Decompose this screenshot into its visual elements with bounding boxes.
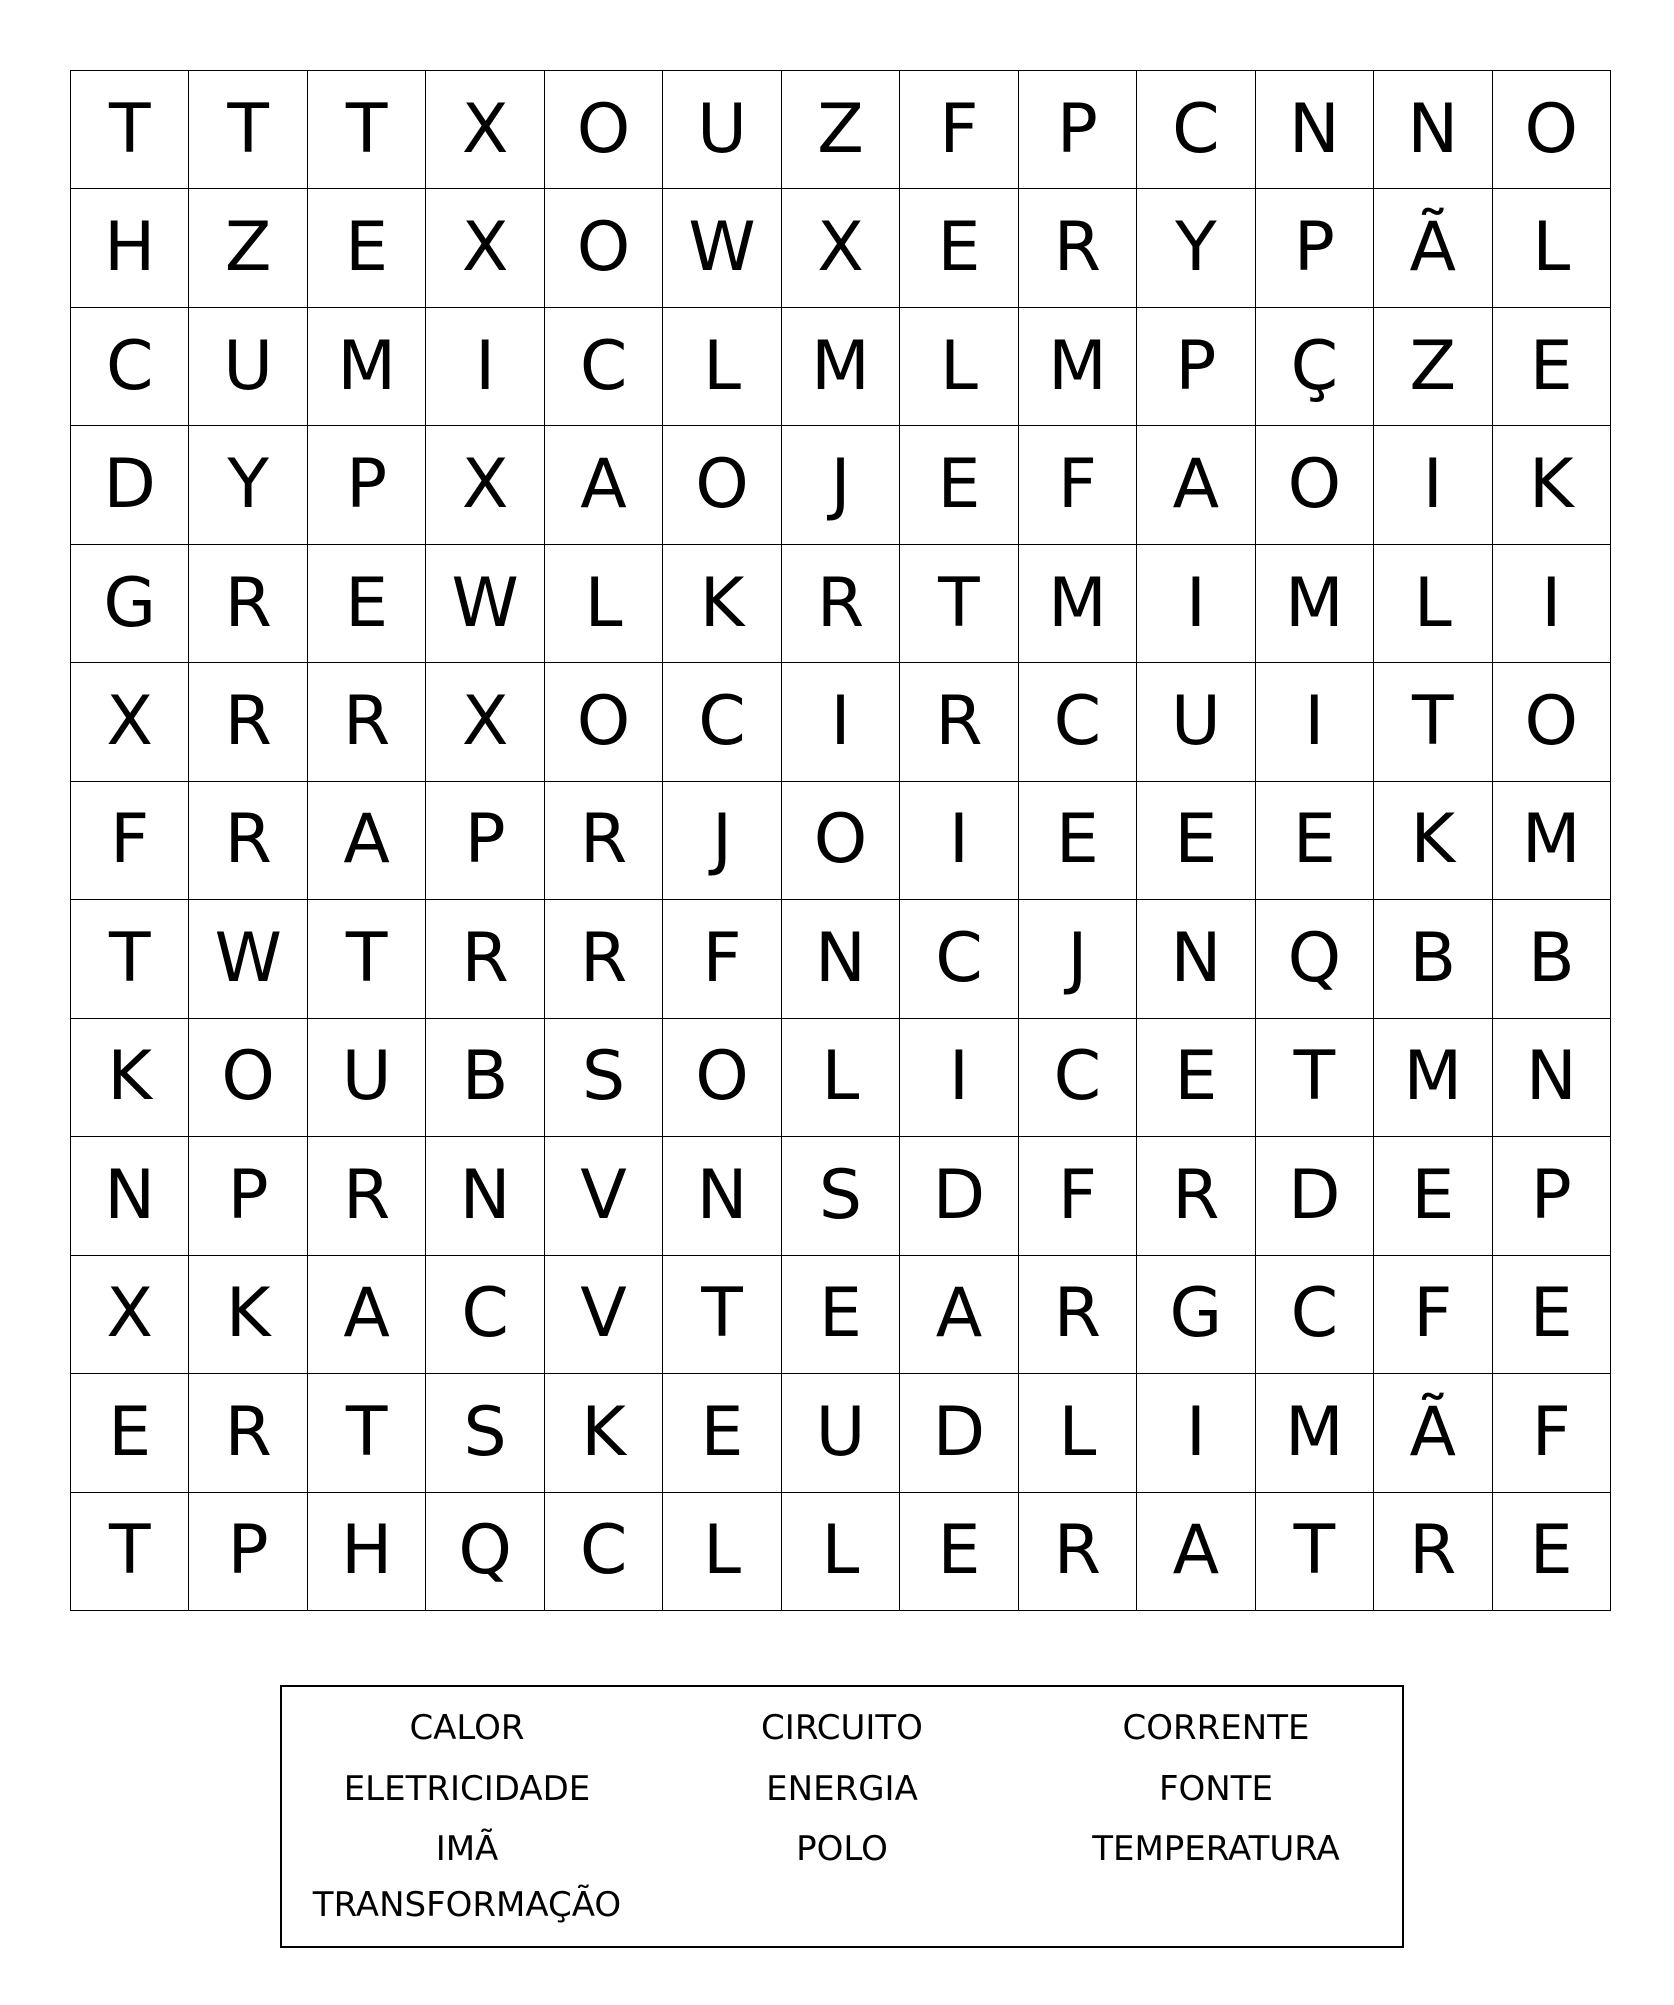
grid-cell[interactable]: F [1019, 426, 1137, 544]
grid-cell[interactable]: S [782, 1137, 900, 1255]
grid-cell[interactable]: E [71, 1374, 189, 1492]
grid-cell[interactable]: Z [1374, 308, 1492, 426]
grid-cell[interactable]: T [900, 545, 1018, 663]
grid-cell[interactable]: O [545, 663, 663, 781]
grid-cell[interactable]: S [426, 1374, 544, 1492]
grid-cell[interactable]: A [900, 1256, 1018, 1374]
grid-cell[interactable]: I [1493, 545, 1611, 663]
grid-cell[interactable]: U [189, 308, 307, 426]
grid-cell[interactable]: N [663, 1137, 781, 1255]
grid-cell[interactable]: P [189, 1137, 307, 1255]
grid-cell[interactable]: B [1493, 900, 1611, 1018]
grid-cell[interactable]: K [545, 1374, 663, 1492]
grid-cell[interactable]: L [1493, 189, 1611, 307]
grid-cell[interactable]: Z [189, 189, 307, 307]
grid-cell[interactable]: D [900, 1137, 1018, 1255]
grid-cell[interactable]: Q [426, 1493, 544, 1611]
word-list-item: POLO [796, 1829, 888, 1869]
grid-cell[interactable]: I [426, 308, 544, 426]
grid-cell[interactable]: X [782, 189, 900, 307]
grid-cell[interactable]: E [782, 1256, 900, 1374]
grid-cell[interactable]: A [308, 1256, 426, 1374]
word-list-item: ENERGIA [766, 1769, 918, 1809]
grid-cell[interactable]: E [900, 426, 1018, 544]
grid-cell[interactable]: E [1256, 782, 1374, 900]
grid-cell[interactable]: N [1493, 1019, 1611, 1137]
grid-cell[interactable]: R [1019, 1493, 1137, 1611]
grid-cell[interactable]: E [900, 1493, 1018, 1611]
grid-cell[interactable]: L [1019, 1374, 1137, 1492]
grid-cell[interactable]: Ã [1374, 189, 1492, 307]
grid-cell[interactable]: E [1137, 1019, 1255, 1137]
grid-cell[interactable]: Ã [1374, 1374, 1492, 1492]
grid-cell[interactable]: U [308, 1019, 426, 1137]
grid-cell[interactable]: K [71, 1019, 189, 1137]
grid-cell[interactable]: G [71, 545, 189, 663]
grid-cell[interactable]: L [782, 1019, 900, 1137]
grid-cell[interactable]: U [782, 1374, 900, 1492]
grid-cell[interactable]: X [71, 1256, 189, 1374]
grid-cell[interactable]: F [1493, 1374, 1611, 1492]
grid-cell[interactable]: E [900, 189, 1018, 307]
grid-cell[interactable]: A [308, 782, 426, 900]
grid-cell[interactable]: P [189, 1493, 307, 1611]
grid-cell[interactable]: O [545, 189, 663, 307]
grid-cell[interactable]: R [545, 782, 663, 900]
grid-cell[interactable]: I [1137, 1374, 1255, 1492]
grid-cell[interactable]: F [900, 71, 1018, 189]
grid-cell[interactable]: R [308, 663, 426, 781]
grid-cell[interactable]: R [900, 663, 1018, 781]
grid-cell[interactable]: Ç [1256, 308, 1374, 426]
grid-cell[interactable]: D [71, 426, 189, 544]
grid-cell[interactable]: W [663, 189, 781, 307]
grid-cell[interactable]: I [1137, 545, 1255, 663]
grid-cell[interactable]: H [308, 1493, 426, 1611]
grid-cell[interactable]: F [71, 782, 189, 900]
grid-cell[interactable]: X [71, 663, 189, 781]
grid-cell[interactable]: N [1256, 71, 1374, 189]
grid-cell[interactable]: I [1256, 663, 1374, 781]
grid-cell[interactable]: T [308, 71, 426, 189]
grid-cell[interactable]: E [1137, 782, 1255, 900]
grid-cell[interactable]: P [1137, 308, 1255, 426]
grid-cell[interactable]: L [663, 1493, 781, 1611]
word-list-item: CALOR [409, 1708, 525, 1748]
word-list-item: IMÃ [435, 1829, 499, 1869]
word-list-item: CORRENTE [1122, 1708, 1310, 1748]
grid-cell[interactable]: C [900, 900, 1018, 1018]
grid-cell[interactable]: U [1137, 663, 1255, 781]
grid-cell[interactable]: X [426, 426, 544, 544]
grid-cell[interactable]: M [1256, 545, 1374, 663]
grid-cell[interactable]: C [1137, 71, 1255, 189]
grid-cell[interactable]: I [782, 663, 900, 781]
grid-cell[interactable]: S [545, 1019, 663, 1137]
grid-cell[interactable]: C [663, 663, 781, 781]
grid-cell[interactable]: L [782, 1493, 900, 1611]
grid-cell[interactable]: R [189, 782, 307, 900]
grid-cell[interactable]: A [1137, 426, 1255, 544]
grid-cell[interactable]: L [663, 308, 781, 426]
grid-cell[interactable]: E [663, 1374, 781, 1492]
word-list-item: FONTE [1158, 1769, 1273, 1809]
grid-cell[interactable]: F [1374, 1256, 1492, 1374]
grid-cell[interactable]: Q [1256, 900, 1374, 1018]
grid-cell[interactable]: T [308, 1374, 426, 1492]
grid-cell[interactable]: J [1019, 900, 1137, 1018]
grid-cell[interactable]: H [71, 189, 189, 307]
grid-cell[interactable]: E [308, 545, 426, 663]
grid-cell[interactable]: M [1019, 308, 1137, 426]
grid-cell[interactable]: J [663, 782, 781, 900]
grid-cell[interactable]: N [782, 900, 900, 1018]
grid-cell[interactable]: T [1256, 1019, 1374, 1137]
grid-cell[interactable]: R [189, 663, 307, 781]
grid-cell[interactable]: L [545, 545, 663, 663]
grid-cell[interactable]: I [1374, 426, 1492, 544]
grid-cell[interactable]: E [1019, 782, 1137, 900]
grid-cell[interactable]: E [1493, 308, 1611, 426]
grid-cell[interactable]: C [1019, 663, 1137, 781]
grid-cell[interactable]: L [900, 308, 1018, 426]
grid-cell[interactable]: J [782, 426, 900, 544]
word-list [280, 1685, 1404, 1948]
grid-cell[interactable]: O [663, 426, 781, 544]
grid-cell[interactable]: I [900, 1019, 1018, 1137]
grid-cell[interactable]: D [1256, 1137, 1374, 1255]
grid-cell[interactable]: X [426, 189, 544, 307]
grid-cell[interactable]: E [1374, 1137, 1492, 1255]
grid-cell[interactable]: P [1019, 71, 1137, 189]
grid-cell[interactable]: E [308, 189, 426, 307]
grid-cell[interactable]: T [663, 1256, 781, 1374]
word-search-grid [70, 70, 1611, 1611]
grid-cell[interactable]: M [1374, 1019, 1492, 1137]
grid-cell[interactable]: X [426, 663, 544, 781]
word-list-item: CIRCUITO [761, 1708, 923, 1748]
grid-cell[interactable]: O [663, 1019, 781, 1137]
grid-cell[interactable]: R [308, 1137, 426, 1255]
grid-cell[interactable]: R [1374, 1493, 1492, 1611]
grid-cell[interactable]: R [189, 1374, 307, 1492]
grid-cell[interactable]: T [71, 71, 189, 189]
grid-cell[interactable]: O [545, 71, 663, 189]
grid-cell[interactable]: R [545, 900, 663, 1018]
grid-cell[interactable]: C [545, 1493, 663, 1611]
grid-cell[interactable]: O [782, 782, 900, 900]
grid-cell[interactable]: N [71, 1137, 189, 1255]
grid-cell[interactable]: K [1374, 782, 1492, 900]
grid-cell[interactable]: K [189, 1256, 307, 1374]
grid-cell[interactable]: K [1493, 426, 1611, 544]
grid-cell[interactable]: C [426, 1256, 544, 1374]
grid-cell[interactable]: G [1137, 1256, 1255, 1374]
grid-cell[interactable]: M [782, 308, 900, 426]
grid-cell[interactable]: O [1256, 426, 1374, 544]
word-list-item: TEMPERATURA [1092, 1829, 1340, 1869]
grid-cell[interactable]: V [545, 1137, 663, 1255]
grid-cell[interactable]: M [1493, 782, 1611, 900]
grid-cell[interactable]: V [545, 1256, 663, 1374]
grid-cell[interactable]: O [1493, 663, 1611, 781]
grid-cell[interactable]: D [900, 1374, 1018, 1492]
grid-cell[interactable]: N [1137, 900, 1255, 1018]
grid-cell[interactable]: P [1493, 1137, 1611, 1255]
grid-cell[interactable]: M [308, 308, 426, 426]
grid-cell[interactable]: C [1256, 1256, 1374, 1374]
grid-cell[interactable]: C [71, 308, 189, 426]
grid-cell[interactable]: B [426, 1019, 544, 1137]
grid-cell[interactable]: N [1374, 71, 1492, 189]
grid-cell[interactable]: U [663, 71, 781, 189]
grid-cell[interactable]: O [1493, 71, 1611, 189]
grid-cell[interactable]: T [71, 900, 189, 1018]
grid-cell[interactable]: R [1019, 189, 1137, 307]
grid-cell[interactable]: A [545, 426, 663, 544]
grid-cell[interactable]: R [426, 900, 544, 1018]
grid-cell[interactable]: R [782, 545, 900, 663]
grid-cell[interactable]: C [545, 308, 663, 426]
grid-cell[interactable]: L [1374, 545, 1492, 663]
grid-cell[interactable]: O [189, 1019, 307, 1137]
grid-cell[interactable]: M [1019, 545, 1137, 663]
grid-cell[interactable]: T [189, 71, 307, 189]
grid-cell[interactable]: F [1019, 1137, 1137, 1255]
grid-cell[interactable]: T [308, 900, 426, 1018]
grid-cell[interactable]: Y [189, 426, 307, 544]
word-list-item: ELETRICIDADE [343, 1769, 591, 1809]
grid-cell[interactable]: Y [1137, 189, 1255, 307]
grid-cell[interactable]: M [1256, 1374, 1374, 1492]
grid-cell[interactable]: X [426, 71, 544, 189]
grid-cell[interactable]: R [1137, 1137, 1255, 1255]
grid-cell[interactable]: B [1374, 900, 1492, 1018]
grid-cell[interactable]: A [1137, 1493, 1255, 1611]
grid-cell[interactable]: P [1256, 189, 1374, 307]
grid-cell[interactable]: F [663, 900, 781, 1018]
grid-cell[interactable]: N [426, 1137, 544, 1255]
grid-cell[interactable]: R [189, 545, 307, 663]
grid-cell[interactable]: W [426, 545, 544, 663]
grid-cell[interactable]: P [308, 426, 426, 544]
grid-cell[interactable]: C [1019, 1019, 1137, 1137]
grid-cell[interactable]: K [663, 545, 781, 663]
grid-cell[interactable]: E [1493, 1256, 1611, 1374]
grid-cell[interactable]: R [1019, 1256, 1137, 1374]
grid-cell[interactable]: I [900, 782, 1018, 900]
grid-cell[interactable]: T [71, 1493, 189, 1611]
grid-cell[interactable]: W [189, 900, 307, 1018]
grid-cell[interactable]: T [1256, 1493, 1374, 1611]
word-list-item: TRANSFORMAÇÃO [312, 1885, 622, 1925]
grid-cell[interactable]: T [1374, 663, 1492, 781]
grid-cell[interactable]: E [1493, 1493, 1611, 1611]
grid-cell[interactable]: Z [782, 71, 900, 189]
grid-cell[interactable]: P [426, 782, 544, 900]
